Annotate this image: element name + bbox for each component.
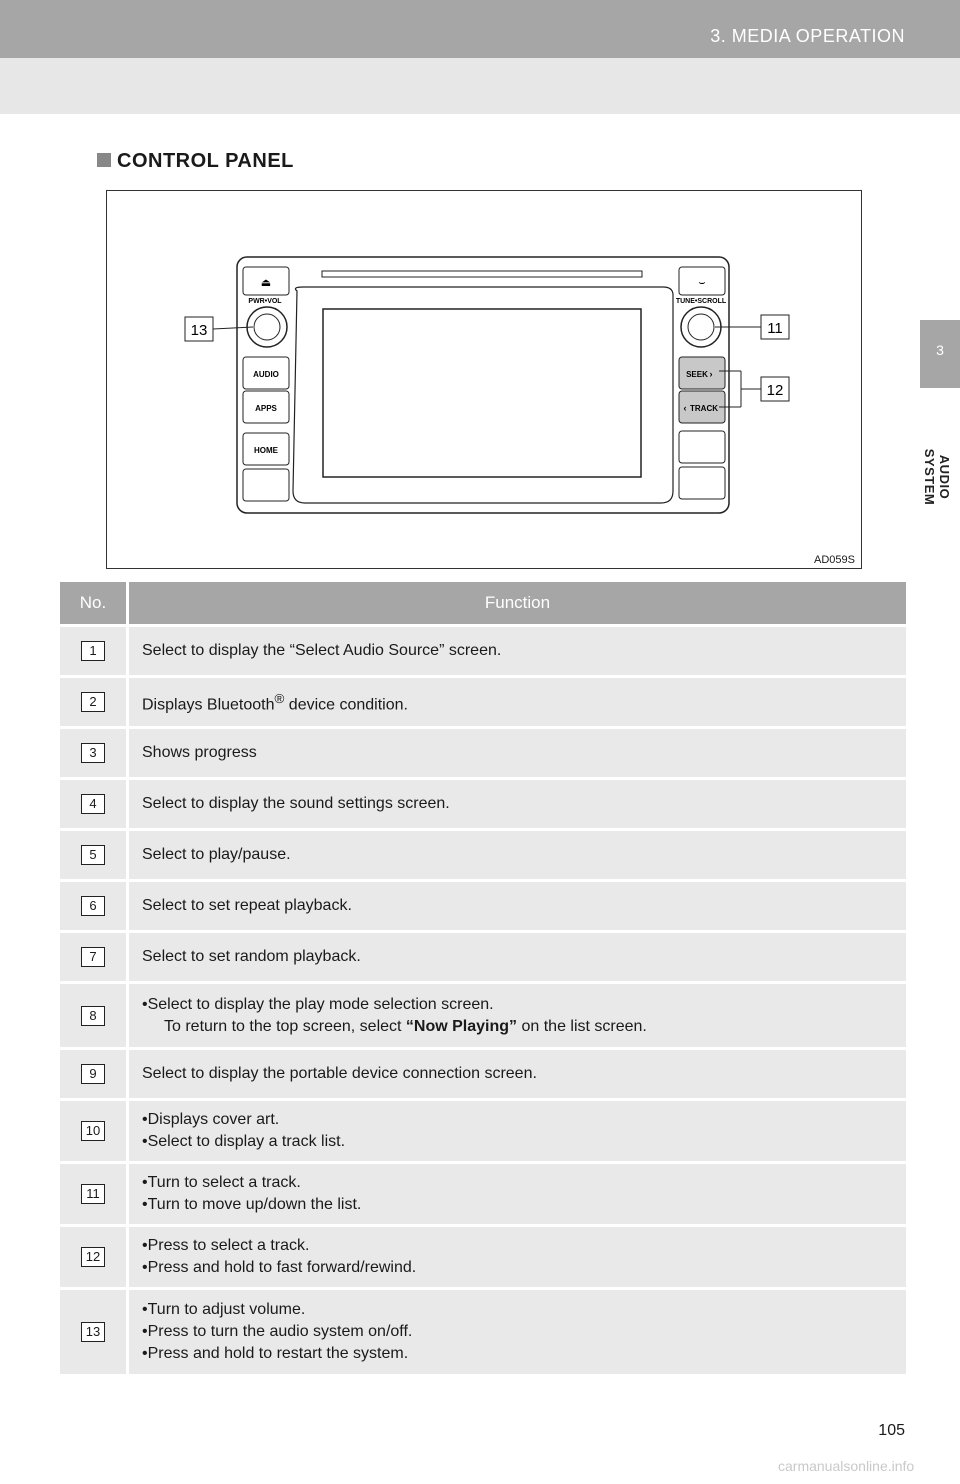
- table-row: [60, 1100, 906, 1163]
- registered-mark: ®: [274, 690, 285, 706]
- now-playing-label: “Now Playing”: [405, 1017, 518, 1035]
- home-label: HOME: [254, 446, 278, 455]
- table-row: [60, 728, 906, 779]
- row-number: 3: [81, 743, 105, 763]
- row-number: 12: [81, 1247, 105, 1267]
- callout-11: 11: [767, 320, 783, 337]
- header-function: Function: [128, 582, 907, 626]
- bullet-item: • Select to display a track list.: [142, 1131, 898, 1153]
- bullet-item: • Press and hold to restart the system.: [142, 1343, 898, 1365]
- control-panel-figure: [106, 190, 862, 569]
- tune-scroll-label: TUNE•SCROLL: [675, 298, 727, 305]
- header-subband: [0, 58, 960, 114]
- function-table: [60, 582, 906, 1374]
- bullet-item: • Press and hold to fast forward/rewind.: [142, 1257, 898, 1279]
- row-number: 13: [81, 1322, 105, 1342]
- table-row: [60, 779, 906, 830]
- section-square-icon: [97, 153, 111, 167]
- section-title-text: CONTROL PANEL: [117, 150, 294, 172]
- eject-icon: ⏏: [260, 277, 272, 289]
- table-row: [60, 1226, 906, 1289]
- bullet-item: • Press to select a track.: [142, 1235, 898, 1257]
- row-text: Displays Bluetooth: [142, 696, 275, 714]
- svg-text:‹: ‹: [683, 403, 687, 413]
- table-row: [60, 881, 906, 932]
- control-panel-drawing: [107, 191, 861, 568]
- table-row: [60, 626, 906, 677]
- seek-label: SEEK: [686, 370, 708, 379]
- header-no: No.: [60, 582, 128, 626]
- bullet-item: • Press to turn the audio system on/off.: [142, 1321, 898, 1343]
- row-text: Select to display the “Select Audio Source” screen.: [142, 642, 502, 659]
- chapter-tab: 3: [920, 320, 960, 388]
- table-row: [60, 1163, 906, 1226]
- row-text: Select to set random playback.: [142, 948, 361, 965]
- apps-label: APPS: [255, 404, 277, 413]
- row-number: 1: [81, 641, 105, 661]
- svg-text:›: ›: [709, 369, 713, 379]
- row-text: Select to set repeat playback.: [142, 897, 352, 914]
- table-header-row: [60, 582, 906, 626]
- callout-12: 12: [766, 382, 784, 399]
- audio-label: AUDIO: [253, 370, 279, 379]
- pwr-vol-label: PWR•VOL: [248, 298, 282, 305]
- phone-icon: ⌣: [698, 277, 706, 289]
- table-row: [60, 932, 906, 983]
- table-row: [60, 1289, 906, 1374]
- row-number: 10: [81, 1121, 105, 1141]
- bullet-item: • Turn to select a track.: [142, 1172, 898, 1194]
- bullet-item: • Turn to move up/down the list.: [142, 1194, 898, 1216]
- row-text: Select to display the portable device connection screen.: [142, 1065, 537, 1082]
- row-number: 6: [81, 896, 105, 916]
- row-number: 7: [81, 947, 105, 967]
- callout-13: 13: [190, 322, 208, 339]
- track-label: TRACK: [690, 404, 718, 413]
- row-number: 2: [81, 692, 105, 712]
- section-title: [97, 150, 294, 173]
- row-number: 5: [81, 845, 105, 865]
- watermark: carmanualsonline.info: [778, 1458, 915, 1474]
- table-row: [60, 983, 906, 1049]
- table-row: [60, 830, 906, 881]
- row-number: 11: [81, 1184, 105, 1204]
- row-text: Shows progress: [142, 744, 257, 761]
- table-row: [60, 1049, 906, 1100]
- row-text: device condition.: [284, 696, 408, 714]
- table-row: [60, 677, 906, 728]
- figure-code: AD059S: [814, 554, 855, 566]
- row-number: 4: [81, 794, 105, 814]
- chapter-label: AUDIO SYSTEM: [922, 448, 952, 506]
- row-text: Select to display the sound settings screen.: [142, 795, 450, 812]
- page-number: 105: [878, 1422, 905, 1439]
- row-number: 8: [81, 1006, 105, 1026]
- row-text: Select to play/pause.: [142, 846, 291, 863]
- row-note: To return to the top screen, select “Now Playing” on the list screen.: [164, 1017, 647, 1035]
- header-title: 3. MEDIA OPERATION: [710, 26, 905, 46]
- row-number: 9: [81, 1064, 105, 1084]
- bullet-item: • Turn to adjust volume.: [142, 1299, 898, 1321]
- bullet-item: • Displays cover art.: [142, 1109, 898, 1131]
- row-text: • Select to display the play mode selection screen.: [142, 994, 898, 1016]
